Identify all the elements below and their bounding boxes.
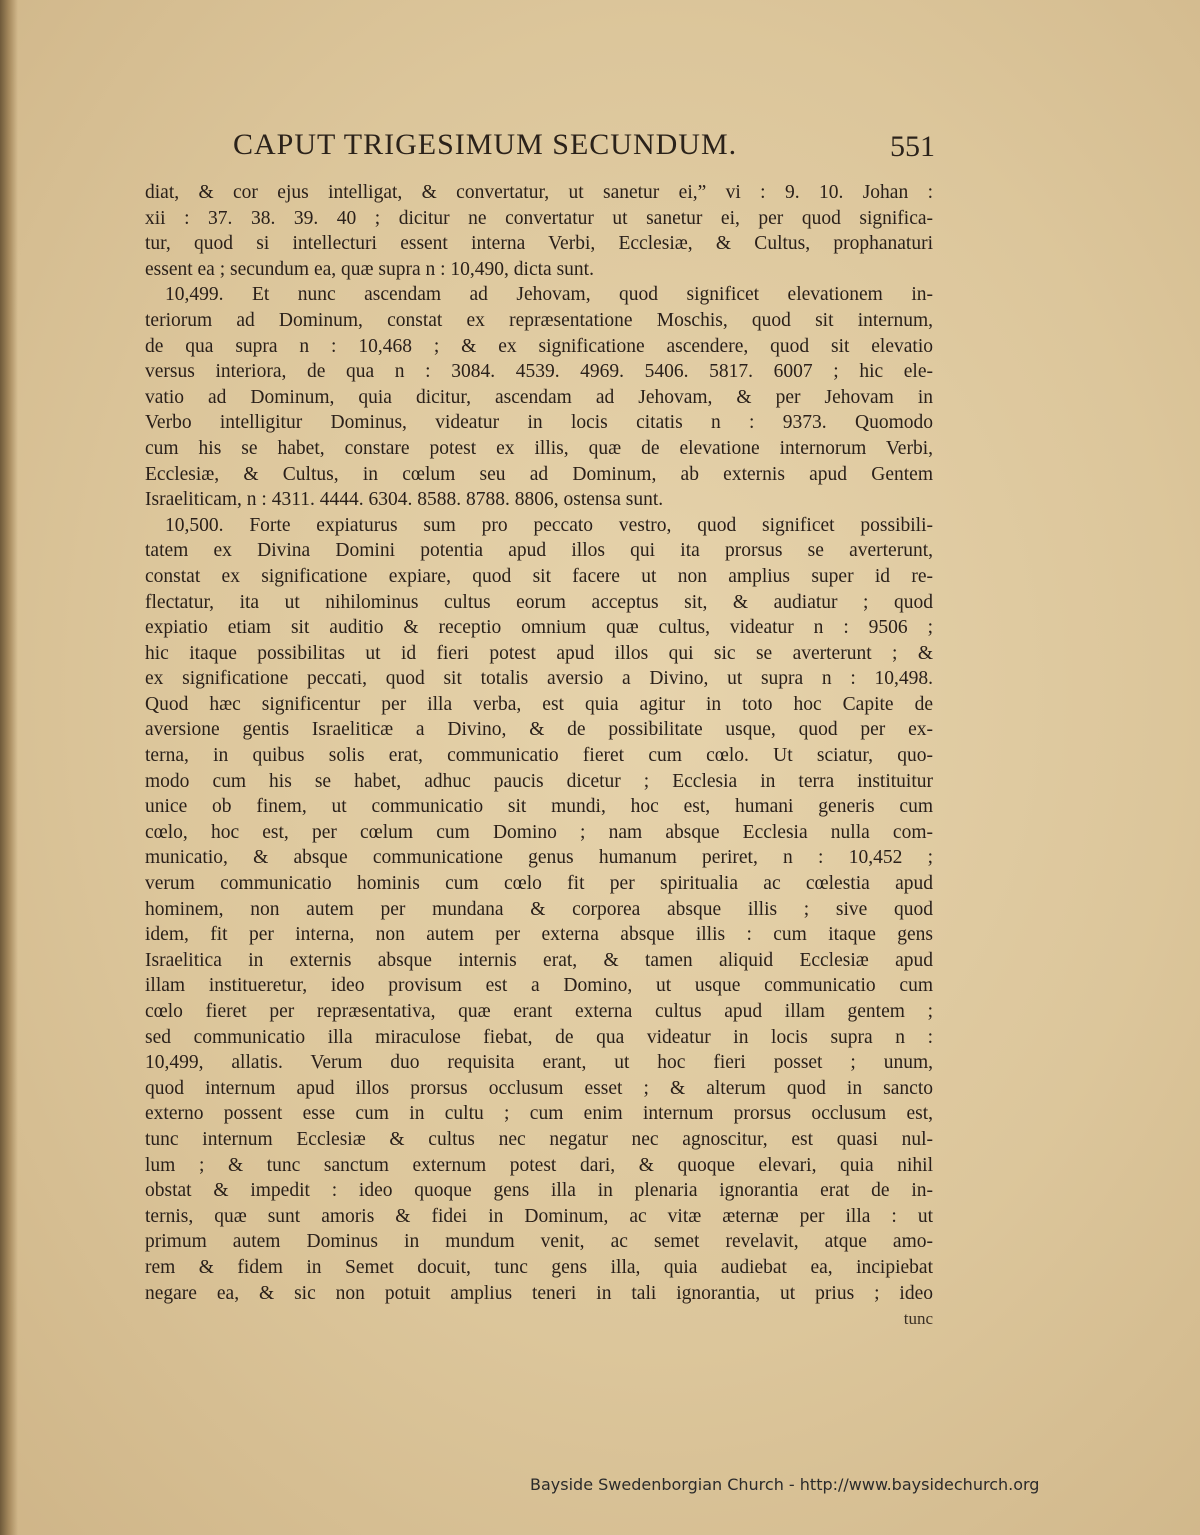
text-line: externo possent esse cum in cultu ; cum enim internum prorsus occlusum est, (145, 1103, 933, 1125)
body-text (145, 180, 933, 1332)
text-line: Verbo intelligitur Dominus, videatur in locis citatis n : 9373. Quomodo (145, 412, 933, 434)
text-line: 10,499, allatis. Verum duo requisita erant, ut hoc fieri posset ; unum, (145, 1052, 933, 1074)
text-line: lum ; & tunc sanctum externum potest dari, & quoque elevari, quia nihil (145, 1154, 933, 1176)
text-line: ternis, quæ sunt amoris & fidei in Dominum, ac vitæ æternæ per illa : ut (145, 1205, 933, 1227)
text-line: 10,500. Forte expiaturus sum pro peccato vestro, quod significet possibili- (165, 514, 933, 536)
text-line: vatio ad Dominum, quia dicitur, ascendam ad Jehovam, & per Jehovam in (145, 386, 933, 408)
text-line: tunc internum Ecclesiæ & cultus nec negatur nec agnoscitur, est quasi nul- (145, 1128, 933, 1150)
text-line: sed communicatio illa miraculose fiebat, de qua videatur in locis supra n : (145, 1026, 933, 1048)
text-line: 10,499. Et nunc ascendam ad Jehovam, quod significet elevationem in- (165, 284, 933, 306)
text-line: aversione gentis Israeliticæ a Divino, & de possibilitate usque, quod per ex- (145, 719, 933, 741)
text-line: municatio, & absque communicatione genus humanum periret, n : 10,452 ; (145, 847, 933, 869)
text-line: modo cum his se habet, adhuc paucis dicetur ; Ecclesia in terra instituitur (145, 770, 933, 792)
text-line: essent ea ; secundum ea, quæ supra n : 10,490, dicta sunt. (145, 258, 594, 280)
page-binding-edge (0, 0, 18, 1535)
text-line: obstat & impedit : ideo quoque gens illa in plenaria ignorantia erat de in- (145, 1180, 933, 1202)
text-line: illam institueretur, ideo provisum est a Domino, ut usque communicatio cum (145, 975, 933, 997)
text-line: negare ea, & sic non potuit amplius teneri in tali ignorantia, ut prius ; ideo (145, 1282, 933, 1304)
text-line: cœlo, hoc est, per cœlum cum Domino ; nam absque Ecclesia nulla com- (145, 821, 933, 843)
text-line: Ecclesiæ, & Cultus, in cœlum seu ad Dominum, ab externis apud Gentem (145, 463, 933, 485)
footer-credit: Bayside Swedenborgian Church - http://www.baysidechurch.org (530, 1475, 1040, 1494)
text-line: hominem, non autem per mundana & corporea absque illis ; sive quod (145, 898, 933, 920)
running-title: CAPUT TRIGESIMUM SECUNDUM. (233, 128, 738, 161)
text-line: teriorum ad Dominum, constat ex repræsentatione Moschis, quod sit internum, (145, 309, 933, 331)
text-line: ex significatione peccati, quod sit totalis aversio a Divino, ut supra n : 10,498. (145, 668, 933, 690)
text-line: xii : 37. 38. 39. 40 ; dicitur ne convertatur ut sanetur ei, per quod significa- (145, 207, 933, 229)
text-line: cum his se habet, constare potest ex illis, quæ de elevatione internorum Verbi, (145, 437, 933, 459)
text-line: tur, quod si intellecturi essent interna Verbi, Ecclesiæ, & Cultus, prophanaturi (145, 233, 933, 255)
text-line: unice ob finem, ut communicatio sit mundi, hoc est, humani generis cum (145, 796, 933, 818)
text-line: versus interiora, de qua n : 3084. 4539. 4969. 5406. 5817. 6007 ; hic ele- (145, 361, 933, 383)
text-line: terna, in quibus solis erat, communicatio fieret cum cœlo. Ut sciatur, quo- (145, 745, 933, 767)
text-line: hic itaque possibilitas ut id fieri potest apud illos qui sic se averterunt ; & (145, 642, 933, 664)
text-line: tatem ex Divina Domini potentia apud illos qui ita prorsus se averterunt, (145, 540, 933, 562)
text-line: constat ex significatione expiare, quod sit facere ut non amplius super id re- (145, 565, 933, 587)
text-line: quod internum apud illos prorsus occlusum esset ; & alterum quod in sancto (145, 1077, 933, 1099)
text-line: idem, fit per interna, non autem per externa absque illis : cum itaque gens (145, 924, 933, 946)
text-line: de qua supra n : 10,468 ; & ex significatione ascendere, quod sit elevatio (145, 335, 933, 357)
page-number: 551 (890, 130, 935, 163)
text-line: tunc (903, 1309, 933, 1329)
text-line: expiatio etiam sit auditio & receptio omnium quæ cultus, videatur n : 9506 ; (145, 617, 933, 639)
text-line: diat, & cor ejus intelligat, & convertatur, ut sanetur ei,” vi : 9. 10. Johan : (145, 182, 933, 203)
text-line: primum autem Dominus in mundum venit, ac semet revelavit, atque amo- (145, 1231, 933, 1253)
text-line: Quod hæc significentur per illa verba, est quia agitur in toto hoc Capite de (145, 693, 933, 715)
text-line: rem & fidem in Semet docuit, tunc gens illa, quia audiebat ea, incipiebat (145, 1256, 933, 1278)
text-line: verum communicatio hominis cum cœlo fit per spiritualia ac cœlestia apud (145, 873, 933, 895)
text-line: cœlo fieret per repræsentativa, quæ erant externa cultus apud illam gentem ; (145, 1001, 933, 1022)
text-line: Israeliticam, n : 4311. 4444. 6304. 8588. 8788. 8806, ostensa sunt. (145, 489, 664, 511)
text-line: flectatur, ita ut nihilominus cultus eorum acceptus sit, & audiatur ; quod (145, 591, 933, 613)
text-line: Israelitica in externis absque internis erat, & tamen aliquid Ecclesiæ apud (145, 949, 933, 971)
page-header (145, 128, 935, 170)
